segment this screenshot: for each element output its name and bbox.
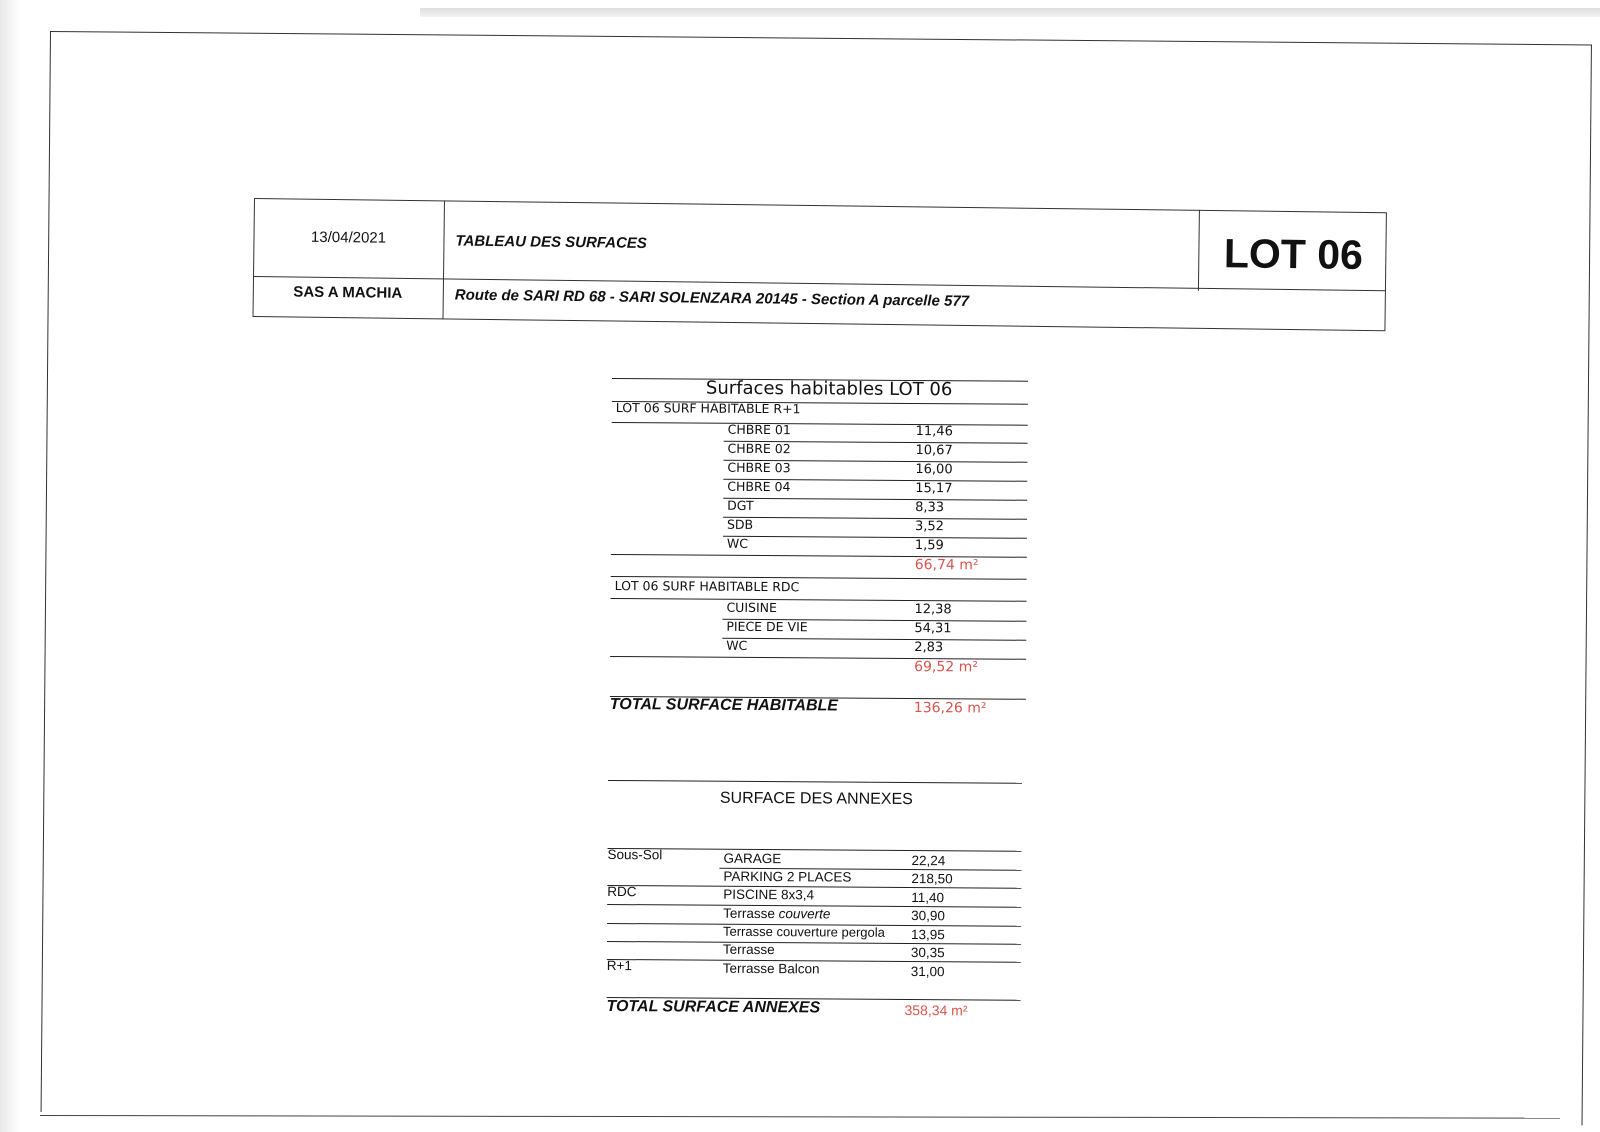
r1-room-row: CHBRE 04 15,17 [612,378,1028,381]
document-date: 13/04/2021 [310,228,387,247]
annex-row: Terrasse couverte 30,90 [723,905,945,924]
r1-room-row: CHBRE 01 11,46 [612,378,1028,381]
section-label-rdc: LOT 06 SURF HABITABLE RDC [614,578,800,595]
r1-subtotal: 66,74 m² [914,557,979,574]
annex-row: RDC PISCINE 8x3,4 11,40 [607,883,945,906]
annex-row: Sous-Sol GARAGE 22,24 [608,784,1022,787]
r1-room-row: CHBRE 02 10,67 [612,378,1028,381]
lot-number: LOT 06 [1223,230,1364,278]
scan-shadow-top [420,8,1600,17]
rdc-room-row: CUISINE 12,38 [612,378,1028,381]
rdc-subtotal: 69,52 m² [914,659,978,676]
habitable-title: Surfaces habitables LOT 06 [705,377,953,401]
total-habitable-value: 136,26 m² [913,700,987,717]
company-name: SAS A MACHIA [293,283,403,302]
annex-row: PARKING 2 PLACES 218,50 [723,868,953,887]
annex-row: Terrasse 30,35 [722,941,945,961]
annex-row: R+1 Terrasse Balcon 31,00 [606,957,945,980]
section-label-r1: LOT 06 SURF HABITABLE R+1 [615,400,801,417]
annexes-title: SURFACE DES ANNEXES [719,789,913,809]
r1-room-row: SDB 3,52 [612,378,1028,381]
annex-row: Terrasse couverture pergola 13,95 [722,923,945,943]
r1-room-row: CHBRE 03 16,00 [612,378,1028,381]
r1-room-row: DGT 8,33 [612,378,1028,381]
r1-room-row: WC 1,59 [726,535,944,554]
rdc-room-row: PIECE DE VIE 54,31 [612,378,1028,381]
total-annexes-label: TOTAL SURFACE ANNEXES [606,997,821,1017]
total-habitable-label: TOTAL SURFACE HABITABLE [609,695,839,715]
total-annexes-value: 358,34 m² [904,1001,968,1019]
document-title: TABLEAU DES SURFACES [455,232,647,252]
site-address: Route de SARI RD 68 - SARI SOLENZARA 20145 - Section A parcelle 577 [454,286,970,310]
rdc-room-row: WC 2,83 [726,637,944,656]
title-block [253,198,1387,331]
scan-shadow-left [0,0,20,1132]
